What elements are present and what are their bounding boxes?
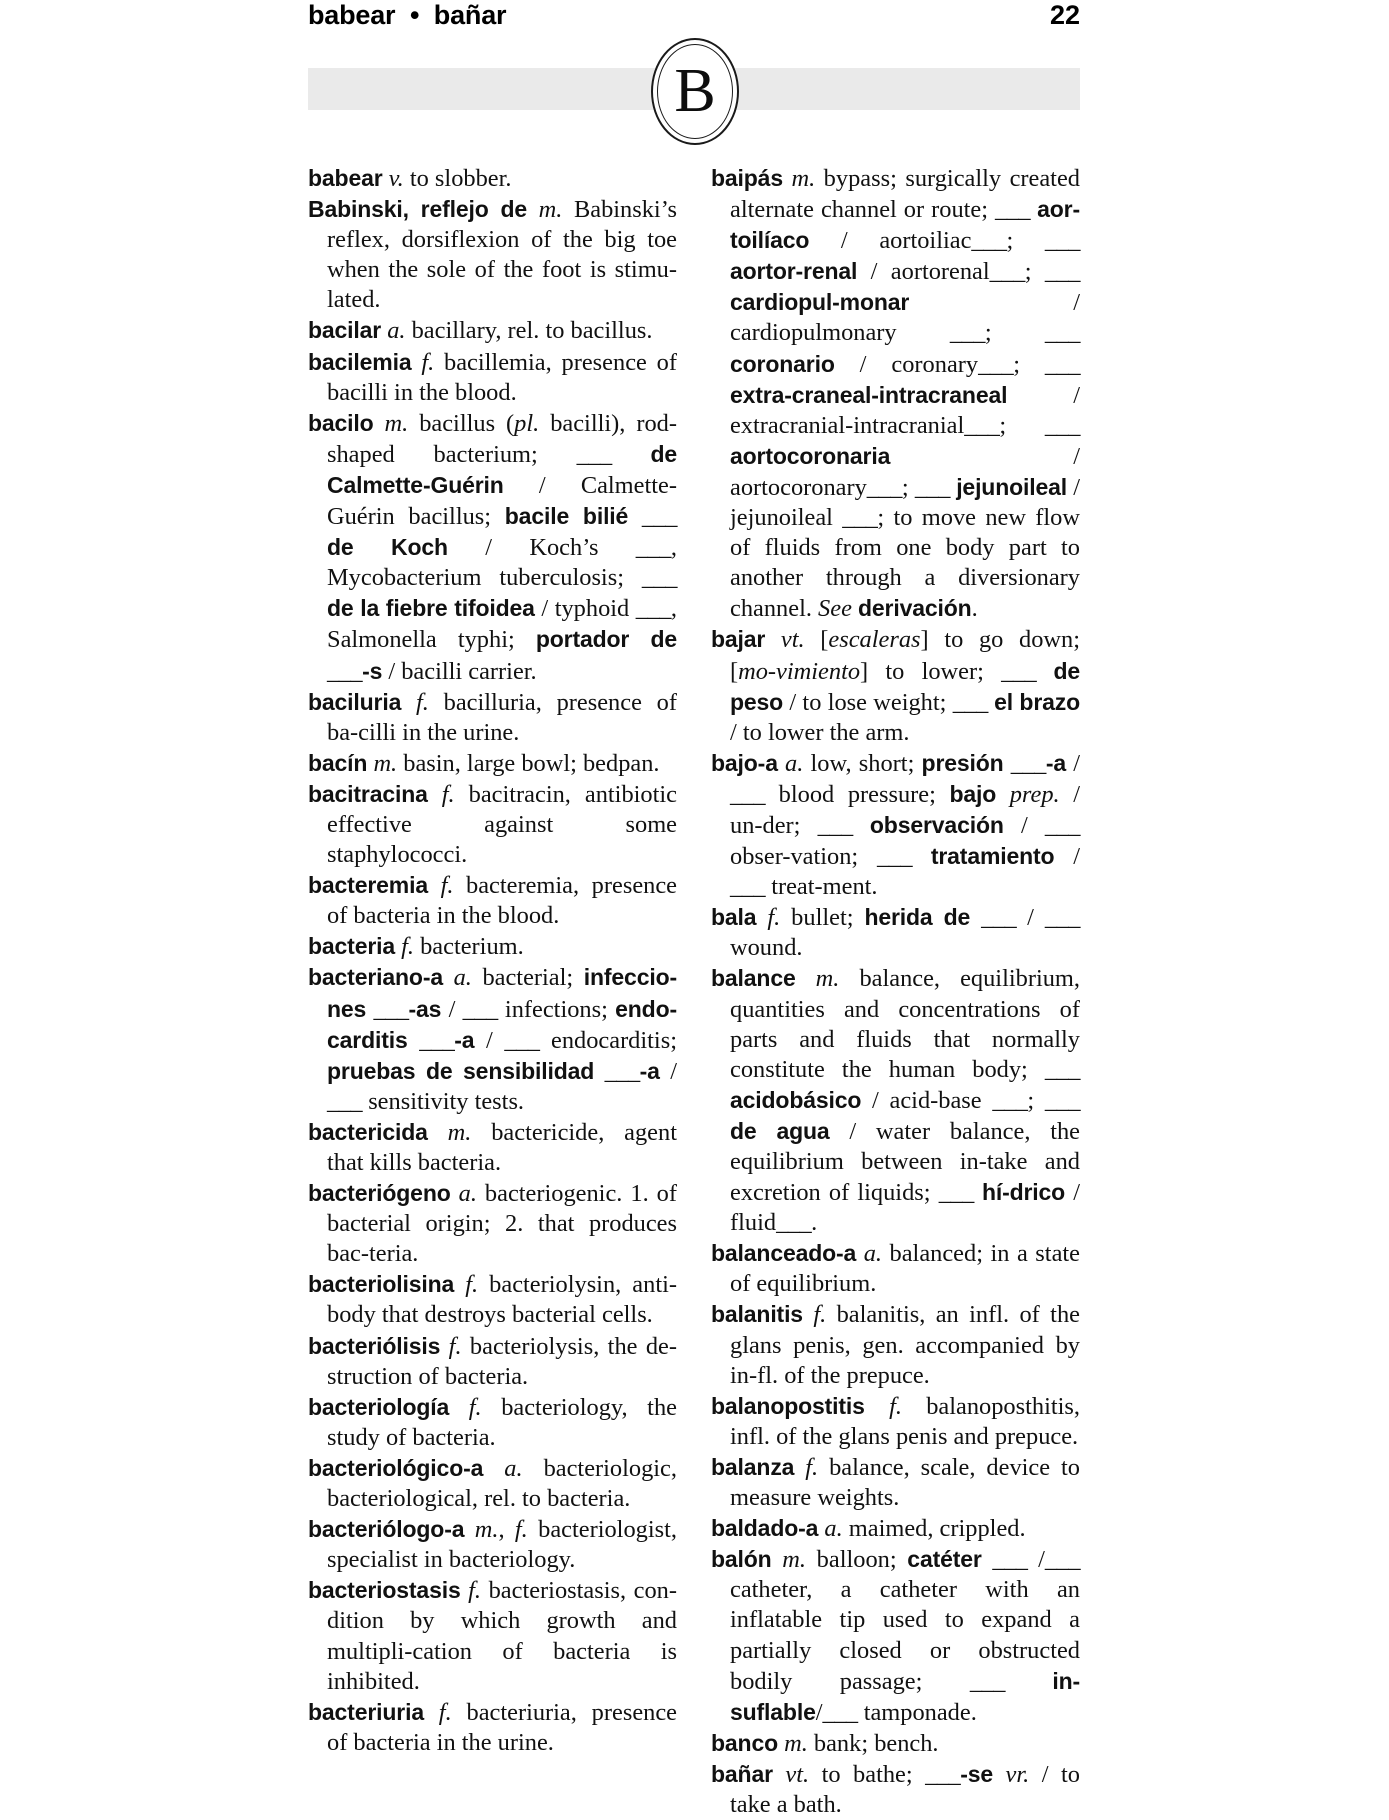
dictionary-entry: baldado-a a. maimed, crippled. — [711, 1515, 1026, 1543]
running-head — [308, 0, 1080, 34]
dictionary-entry: Babinski, reflejo de m. Babinski’s reflex, dorsiflexion of the big toe when the sole of the foot is stimu-lated. — [308, 196, 677, 314]
dictionary-entry: bacteremia f. bacteremia, presence of bacteria in the blood. — [308, 872, 677, 930]
dictionary-entry: balanza f. balance, scale, device to measure weights. — [711, 1453, 1080, 1512]
dictionary-entry: banco m. bank; bench. — [711, 1729, 939, 1757]
dictionary-entry: bajar vt. [escaleras] to go down; [mo-vimiento] to lower; ___ de peso / to lose weight; ___ el brazo / to lower the arm. — [711, 626, 1081, 746]
dictionary-entry: bacteriostasis f. bacteriostasis, con-dition by which growth and multipli-cation of bacteria is inhibited. — [308, 1577, 677, 1695]
dictionary-entry: balanitis f. balanitis, an infl. of the glans penis, gen. accompanied by in-fl. of the prepuce. — [711, 1301, 1080, 1389]
letter-divider — [0, 34, 1389, 149]
dictionary-entry: bacitracina f. bacitracin, antibiotic effective against some staphylococci. — [308, 780, 677, 869]
dictionary-entry: bacteriólisis f. bacteriolysis, the de-struction of bacteria. — [308, 1332, 677, 1390]
column-left — [308, 163, 677, 1756]
dictionary-entry: bacteriológico-a a. bacteriologic, bacteriological, rel. to bacteria. — [308, 1454, 677, 1513]
dictionary-entry: balanopostitis f. balanoposthitis, infl. of the glans penis and prepuce. — [711, 1392, 1080, 1450]
letter-badge — [651, 38, 739, 145]
dictionary-entry: balance m. balance, equilibrium, quantities and concentrations of parts and fluids that normally constitute the human body; ___ acidobásico / acid-base ___; ___ de agua / water balance, the equilibrium between in-take and excretion of liquids; ___ hí-drico / fluid___. — [711, 965, 1081, 1237]
dictionary-entry: bacteriuria f. bacteriuria, presence of bacteria in the urine. — [308, 1698, 677, 1756]
dictionary-entry: baipás m. bypass; surgically created alternate channel or route; ___ aor-toilíaco / aortoiliac___; ___ aortor-renal / aortorenal___; ___ cardiopul-monar / cardiopulmonary ___; ___ coronario / coronary___; ___ extra-craneal-intracraneal / extracranial-intracranial___; ___ aortocoronaria / aortocoronary___; ___ jejunoileal / jejunoileal ___; to move new flow of fluids from one body part to another through a diversionary channel. See derivación. — [711, 165, 1081, 623]
dictionary-entry: balón m. balloon; catéter ___ /___ catheter, a catheter with an inflatable tip used to expand a partially closed or obstructed bodily passage; ___ in-suflable/___ tamponade. — [711, 1546, 1081, 1726]
dictionary-entry: bala f. bullet; herida de ___ / ___ wound. — [711, 904, 1080, 962]
dictionary-entry: bacilemia f. bacillemia, presence of bacilli in the blood. — [308, 348, 677, 406]
dictionary-entry: bañar vt. to bathe; ___-se vr. / to take a bath. — [711, 1760, 1080, 1818]
dictionary-entry: babear v. to slobber. — [308, 165, 512, 192]
dictionary-entry: bacilar a. bacillary, rel. to bacillus. — [308, 317, 653, 345]
dictionary-entry: bacteria f. bacterium. — [308, 933, 524, 961]
dictionary-entry: bacteriolisina f. bacteriolysin, anti-body that destroys bacterial cells. — [308, 1271, 677, 1329]
dictionary-entry: bactericida m. bactericide, agent that kills bacteria. — [308, 1118, 677, 1176]
running-head-title: babear • bañar — [308, 0, 507, 30]
dictionary-entry: bacteriología f. bacteriology, the study of bacteria. — [308, 1393, 677, 1451]
dictionary-entry: bacteriólogo-a m., f. bacteriologist, specialist in bacteriology. — [308, 1516, 677, 1574]
page-number: 22 — [1049, 0, 1080, 30]
dictionary-entry: balanceado-a a. balanced; in a state of equilibrium. — [711, 1240, 1080, 1298]
text-columns — [308, 163, 1081, 1818]
dictionary-entry: baciluria f. bacilluria, presence of ba-cilli in the urine. — [308, 688, 677, 746]
dictionary-entry: bajo-a a. low, short; presión ___-a / ___ blood pressure; bajo prep. / un-der; ___ observación / ___ obser-vation; ___ tratamiento / ___ treat-ment. — [711, 749, 1080, 901]
dictionary-entry: bacteriano-a a. bacterial; infeccio-nes ___-as / ___ infections; endo-carditis ___-a / ___ endocarditis; pruebas de sensibilidad ___-a / ___ sensitivity tests. — [308, 964, 677, 1115]
letter-badge-glyph: B — [674, 56, 716, 125]
dictionary-entry: bacteriógeno a. bacteriogenic. 1. of bacterial origin; 2. that produces bac-teria. — [308, 1180, 677, 1268]
dictionary-entry: bacín m. basin, large bowl; bedpan. — [308, 749, 660, 777]
dictionary-entry: bacilo m. bacillus (pl. bacilli), rod-shaped bacterium; ___ de Calmette-Guérin / Calmette-Guérin bacillus; bacile bilié ___ de Koch / Koch’s ___, Mycobacterium tuberculosis; ___ de la fiebre tifoidea / typhoid ___, Salmonella typhi; portador de ___-s / bacilli carrier. — [308, 409, 677, 685]
column-right — [711, 163, 1081, 1818]
